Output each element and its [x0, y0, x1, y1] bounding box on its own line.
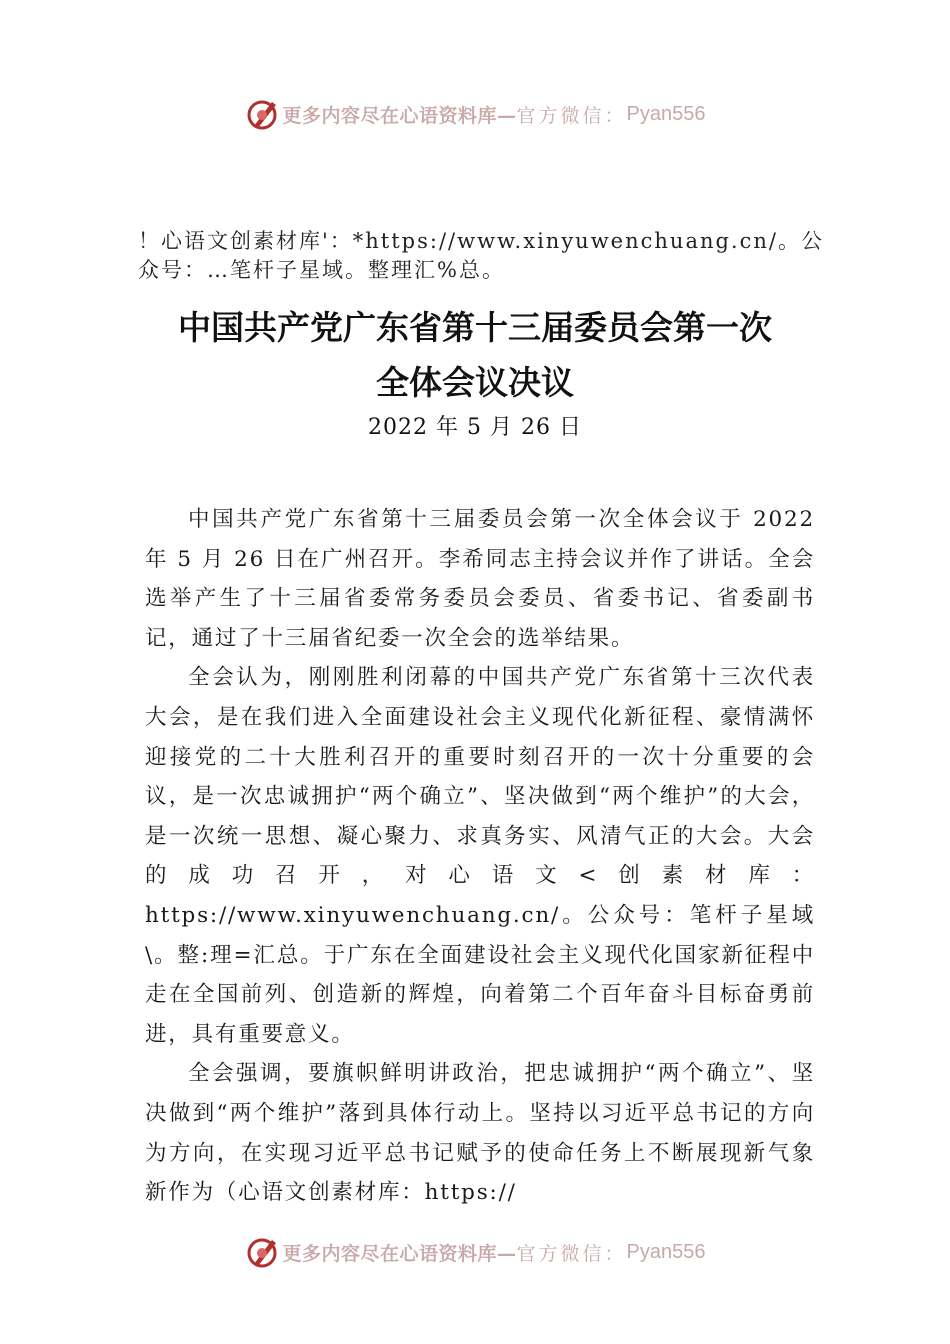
pen-seal-icon: [245, 1234, 281, 1270]
document-body: [145, 500, 815, 1213]
source-note: ！心语文创素材库'：*https://www.xinyuwenchuang.cn/。公众号：…笔杆子星域。整理汇%总。: [138, 229, 824, 282]
banner-text: 更多内容尽在心语资料库—: [282, 104, 517, 127]
paragraph: 中国共产党广东省第十三届委员会第一次全体会议于 2022 年 5 月 26 日在广州召开。李希同志主持会议并作了讲话。全会选举产生了十三届省委常务委员会委员、省委书记、省委副书记，通过了十三届省纪委一次全会的选举结果。: [145, 507, 815, 651]
banner-contact-label: 官方微信：: [516, 104, 627, 127]
paragraph: 全会强调，要旗帜鲜明讲政治，把忠诚拥护“两个确立”、坚决做到“两个维护”落到具体行动上。坚持以习近平总书记的方向为方向，在实现习近平总书记赋予的使命任务上不断展现新气象新作为（心语文创素材库：https://: [145, 1061, 815, 1206]
banner-contact-label: 官方微信：: [516, 1242, 627, 1265]
header-banner: [0, 94, 950, 134]
document-title: [100, 300, 850, 410]
title-line-1: 中国共产党广东省第十三届委员会第一次: [178, 308, 772, 347]
banner-text: 更多内容尽在心语资料库—: [282, 1242, 517, 1265]
pen-seal-icon: [245, 96, 281, 132]
banner-contact-id: Pyan556: [626, 1240, 706, 1263]
footer-banner: [0, 1232, 950, 1272]
paragraph: 全会认为，刚刚胜利闭幕的中国共产党广东省第十三次代表大会，是在我们进入全面建设社会主义现代化新征程、豪情满怀迎接党的二十大胜利召开的重要时刻召开的一次十分重要的会议，是一次忠诚拥护“两个确立”、坚决做到“两个维护”的大会，是一次统一思想、凝心聚力、求真务实、风清气正的大会。大会的成功召开，对心语文<创素材库：https://www.xinyuwenchuang.cn/。公众号：笔杆子星域\。整:理=汇总。于广东在全面建设社会主义现代化国家新征程中走在全国前列、创造新的辉煌，向着第二个百年奋斗目标奋勇前进，具有重要意义。: [145, 665, 815, 1047]
banner-contact-id: Pyan556: [626, 102, 706, 125]
title-line-2: 全体会议决议: [376, 363, 574, 402]
document-date: 2022 年 5 月 26 日: [368, 415, 582, 440]
